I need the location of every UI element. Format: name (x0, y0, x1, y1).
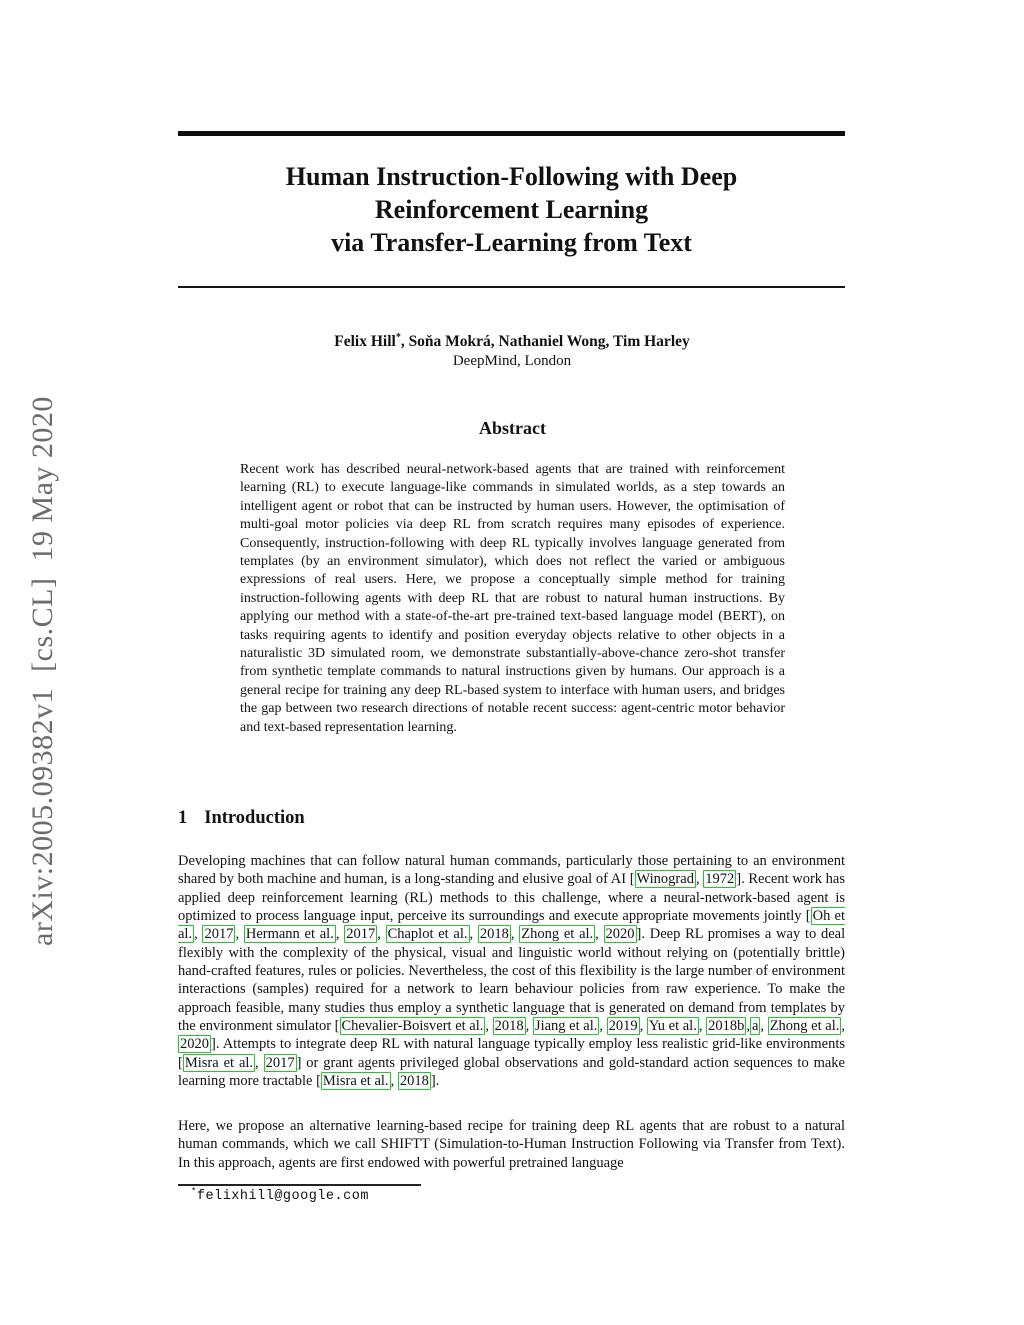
citation-link[interactable]: 2018 (479, 926, 509, 943)
footnote (191, 1186, 369, 1204)
citation-link[interactable]: 2018 (399, 1073, 429, 1090)
author-first: Felix Hill (334, 333, 396, 350)
citation-link[interactable]: a (751, 1018, 759, 1035)
citation-link[interactable]: Chaplot et al. (387, 926, 468, 943)
footnote-marker: * (191, 1186, 197, 1197)
footnote-rule (178, 1184, 421, 1186)
affiliation: DeepMind, London (452, 353, 572, 369)
section-title: Introduction (204, 808, 305, 828)
footnote-email: felixhill@google.com (196, 1189, 369, 1204)
author-line (0, 333, 1024, 351)
citation-link[interactable]: Jiang et al. (534, 1018, 598, 1035)
paper-title (178, 160, 845, 259)
citation-link[interactable]: 2020 (605, 926, 635, 943)
citation-link[interactable]: Zhong et al. (521, 926, 594, 943)
citation-link[interactable]: 2018b (708, 1018, 745, 1035)
citation-link[interactable]: Misra et al. (184, 1054, 254, 1071)
citation-link[interactable]: 2017 (204, 926, 234, 943)
citation-link[interactable]: Zhong et al. (769, 1018, 840, 1035)
intro-paragraph-1: Developing machines that can follow natural human commands, particularly those pertaining to an environment shared by both machine and human, is a long-standing and elusive goal of AI [ Winograd , 1972 ]. Recent work has applied deep reinforcement learning (RL) methods to this challenge, where a neural-network-based agent is optimized to process language input, perceive its surroundings and execute appropriate movements jointly [ Oh et al. , 2017 , Hermann et al. , 2017 , Chaplot et al. , 2018 , Zhong et al. , 2020 ]. Deep RL promises a way to deal flexibly with the complexity of the physical, visual and linguistic world without relying on (potentially brittle) hand-crafted features, rules or policies. Nevertheless, the cost of this flexibility is the large number of environment interactions (samples) required for a network to learn behaviour policies from raw experience. To make the approach feasible, many studies thus employ a synthetic language that is generated on demand from templates by the environment simulator [ Chevalier-Boisvert et al. , 2018 , Jiang et al. , 2019 , Yu et al. , 2018b , a , Zhong et al. , 2020 ]. Attempts to integrate deep RL with natural language typically employ less realistic grid-like environments [ Misra et al. , 2017 ] or grant agents privileged global observations and gold-standard action sequences to make learning more tractable [ Misra et al. , 2018 ]. (178, 853, 846, 1090)
citation-link[interactable]: 2020 (180, 1036, 209, 1053)
abstract-text: Recent work has described neural-network-based agents that are trained with reinforcement learning (RL) to execute language-like commands in simulated worlds, as a step towards an intelligent agent or robot that can be instructed by human users. However, the optimisation of multi-goal motor policies via deep RL from scratch requires many episodes of experience. Consequently, instruction-following with deep RL typically involves language generated from templates (by an environment simulator), which does not reflect the varied or ambiguous expressions of real users. Here, we propose a conceptually simple method for training instruction-following agents with deep RL that are robust to natural human instructions. By applying our method with a state-of-the-art pre-trained text-based language model (BERT), on tasks requiring agents to identify and position everyday objects relative to other objects in a naturalistic 3D simulated room, we demonstrate substantially-above-chance zero-shot transfer from synthetic template commands to natural instructions given by humans. Our approach is a general recipe for training any deep RL-based system to interface with human users, and bridges the gap between two research directions of notable recent success: agent-centric motor behavior and text-based representation learning. (240, 462, 785, 735)
title-rule-bottom (178, 286, 845, 288)
citation-link[interactable]: 2018 (494, 1018, 524, 1035)
citation-link[interactable]: 2017 (265, 1054, 295, 1071)
citation-link[interactable]: Yu et al. (648, 1018, 697, 1035)
intro-paragraph-2: Here, we propose an alternative learning-based recipe for training deep RL agents that are robust to a natural human commands, which we call SHIFTT (Simulation-to-Human Instruction Following via Transfer from Text). In this approach, agents are first endowed with powerful pretrained language (178, 1118, 845, 1171)
paper-title-line-3: via Transfer-Learning from Text (331, 228, 692, 257)
citation-link[interactable]: 2017 (346, 926, 376, 943)
citation-link[interactable]: Chevalier-Boisvert et al. (341, 1018, 484, 1035)
citation-link[interactable]: Winograd (636, 871, 694, 888)
citation-link[interactable]: Misra et al. (322, 1073, 389, 1090)
paper-title-line-1: Human Instruction-Following with Deep (285, 162, 738, 191)
citation-link[interactable]: 2019 (608, 1018, 638, 1035)
title-rule-top (178, 131, 845, 136)
section-number: 1 (178, 808, 188, 828)
arxiv-watermark: arXiv:2005.09382v1 [cs.CL] 19 May 2020 (26, 396, 59, 946)
abstract-heading: Abstract (479, 418, 546, 438)
citation-link[interactable]: Hermann et al. (245, 926, 334, 943)
citation-link[interactable]: 1972 (705, 871, 735, 888)
section-heading-introduction (178, 808, 305, 829)
citation-link[interactable]: Oh et al. (178, 908, 846, 943)
paper-title-line-2: Reinforcement Learning (374, 195, 649, 224)
author-rest: , Soňa Mokrá, Nathaniel Wong, Tim Harley (400, 333, 690, 350)
author-footnote-marker: * (395, 331, 401, 343)
